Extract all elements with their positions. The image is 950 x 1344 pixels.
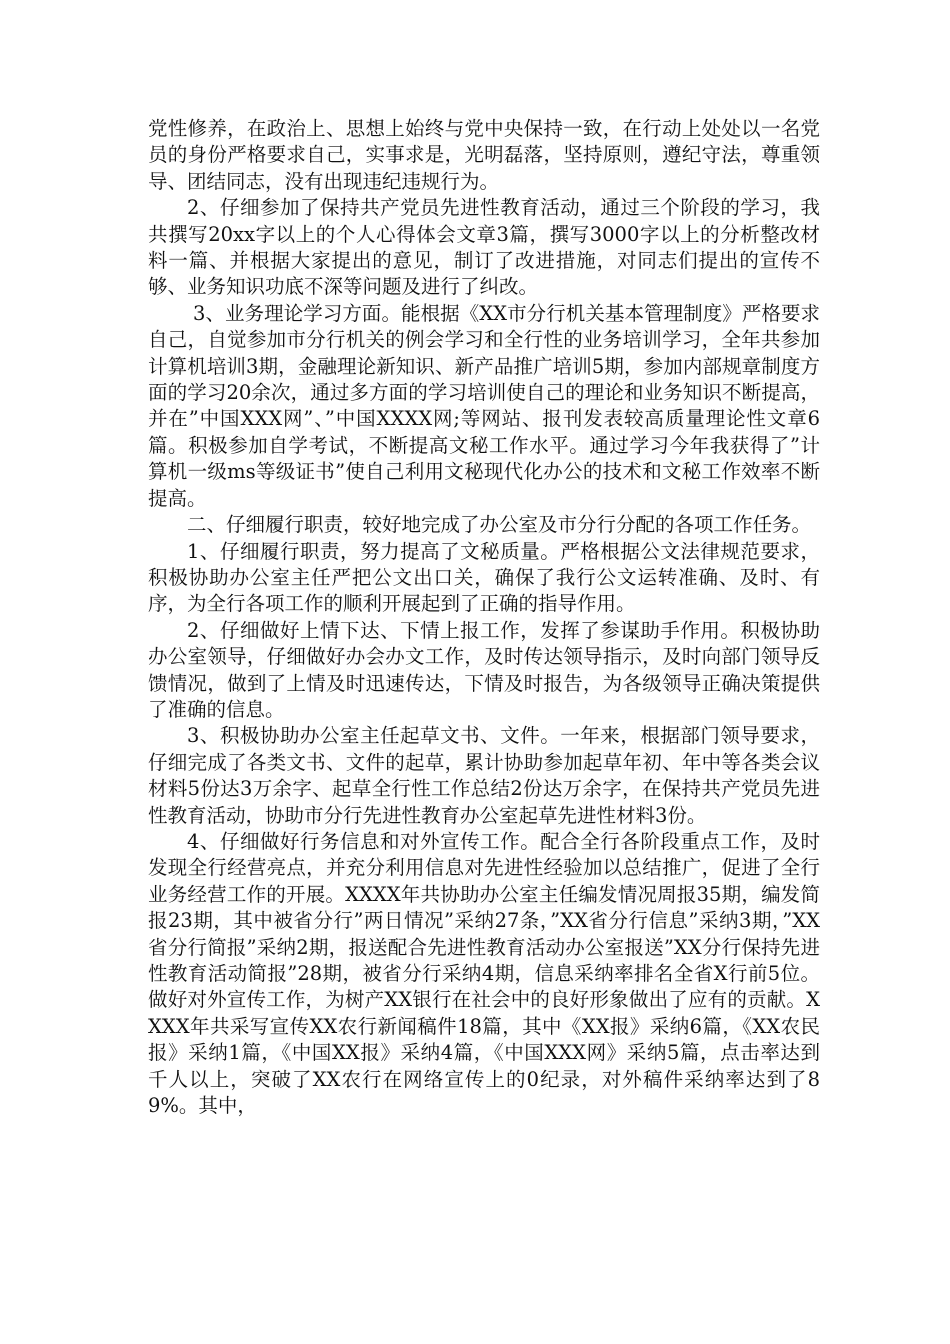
document-body — [148, 116, 820, 1119]
paragraph-section-two-heading: 二、仔细履行职责，较好地完成了办公室及市分行分配的各项工作任务。 — [187, 513, 812, 537]
paragraph-information-publicity: 4、仔细做好行务信息和对外宣传工作。配合全行各阶段重点工作，及时发现全行经营亮点，并充分利用信息对先进性经验加以总结推广，促进了全行业务经营工作的开展。XXXX年共协助办公室主任编发情况周报35期，编发简报23期，其中被省分行”两日情况”采纳27条，”XX省分行信息”采纳3期，”XX省分行简报”采纳2期，报送配合先进性教育活动办公室报送”XX分行保持先进性教育活动简报”28期，被省分行采纳4期，信息采纳率排名全省X行前5位。做好对外宣传工作，为树产XX银行在社会中的良好形象做出了应有的贡献。XXXX年共采写宣传XX农行新闻稿件18篇，其中《XX报》采纳6篇，《XX农民报》采纳1篇，《中国XX报》采纳4篇，《中国XXX网》采纳5篇，点击率达到千人以上，突破了XX农行在网络宣传上的0纪录，对外稿件采纳率达到了89%。其中， — [148, 829, 820, 1118]
paragraph-document-drafting: 3、积极协助办公室主任起草文书、文件。一年来，根据部门领导要求，仔细完成了各类文书、文件的起草，累计协助参加起草年初、年中等各类会议材料5份达3万余字、起草全行性工作总结2份达万余字，在保持共产党员先进性教育活动，协助市分行先进性教育办公室起草先进性材料3份。 — [148, 724, 820, 827]
paragraph-secretarial-quality: 1、仔细履行职责，努力提高了文秘质量。严格根据公文法律规范要求，积极协助办公室主任严把公文出口关，确保了我行公文运转准确、及时、有序，为全行各项工作的顺利开展起到了正确的指导作用。 — [148, 539, 820, 616]
paragraph-theory-study: 3、业务理论学习方面。能根据《XX市分行机关基本管理制度》严格要求自己，自觉参加市分行机关的例会学习和全行性的业务培训学习，全年共参加计算机培训3期，金融理论新知识、新产品推广培训5期，参加内部规章制度方面的学习20余次，通过多方面的学习培训使自己的理论和业务知识不断提高，并在”中国XXX网”、”中国XXXX网;等网站、报刊发表较高质量理论性文章6篇。积极参加自学考试，不断提高文秘工作水平。通过学习今年我获得了”计算机一级ms等级证书”使自己利用文秘现代化办公的技术和文秘工作效率不断提高。 — [148, 301, 820, 510]
paragraph-education-activity: 2、仔细参加了保持共产党员先进性教育活动，通过三个阶段的学习，我共撰写20xx字以上的个人心得体会文章3篇，撰写3000字以上的分析整改材料一篇、并根据大家提出的意见，制订了改进措施，对同志们提出的宣传不够、业务知识功底不深等问题及进行了纠改。 — [148, 196, 820, 299]
paragraph-party-discipline: 党性修养，在政治上、思想上始终与党中央保持一致，在行动上处处以一名党员的身份严格要求自己，实事求是，光明磊落，坚持原则，遵纪守法，尊重领导、团结同志，没有出现违纪违规行为。 — [148, 117, 820, 193]
paragraph-communication: 2、仔细做好上情下达、下情上报工作，发挥了参谋助手作用。积极协助办公室领导，仔细做好办会办文工作，及时传达领导指示，及时向部门领导反馈情况，做到了上情及时迅速传达，下情及时报告，为各级领导正确决策提供了准确的信息。 — [148, 618, 820, 721]
